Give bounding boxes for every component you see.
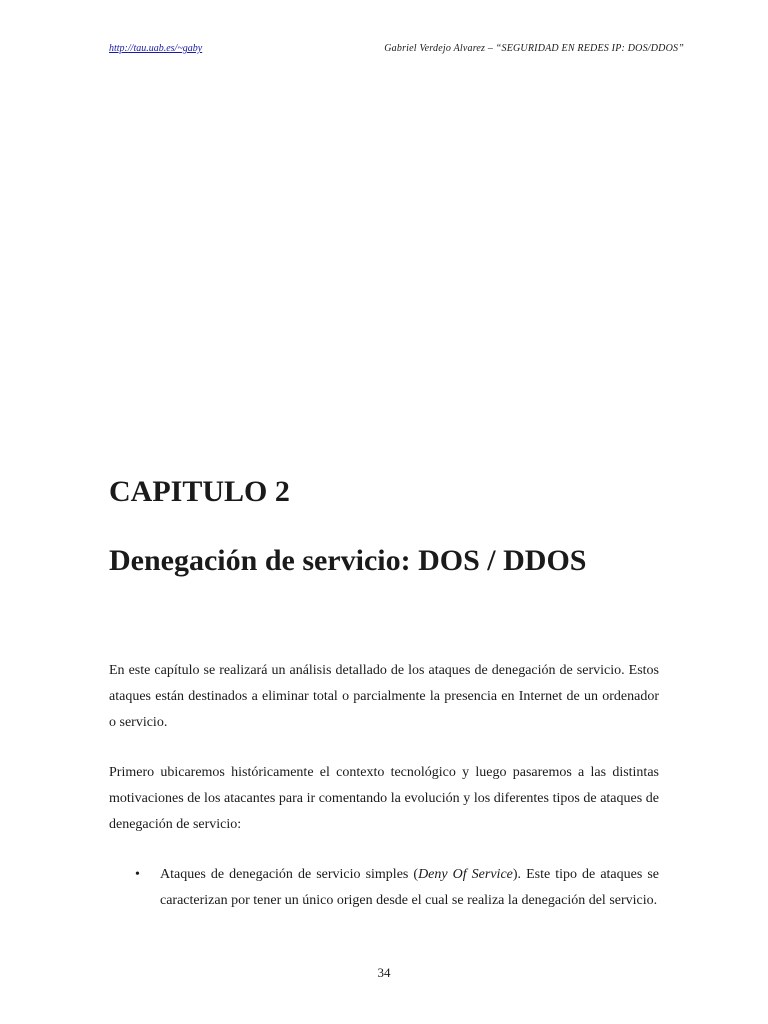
bullet-text-start: Ataques de denegación de servicio simples ( xyxy=(160,867,419,882)
header-document-title: Gabriel Verdejo Alvarez – “SEGURIDAD EN REDES IP: DOS/DDOS” xyxy=(384,43,684,54)
context-paragraph: Primero ubicaremos históricamente el contexto tecnológico y luego pasaremos a las distintas motivaciones de los atacantes para ir comentando la evolución y los diferentes tipos de ataques de denegación de servicio: xyxy=(109,765,659,832)
bullet-item-simple-dos xyxy=(160,862,659,914)
bullet-emphasis: Deny Of Service xyxy=(418,867,513,882)
page-number: 34 xyxy=(377,965,391,980)
bullet-marker: • xyxy=(135,867,140,882)
bullet-text-end: ). Este tipo de ataques se caracterizan por tener un único origen desde el cual se realiza la denegación del servicio. xyxy=(160,867,660,908)
intro-paragraph: En este capítulo se realizará un análisis detallado de los ataques de denegación de servicio. Estos ataques están destinados a eliminar total o parcialmente la presencia en Internet de un ordenador o servicio. xyxy=(109,663,659,730)
header-url-link[interactable]: http://tau.uab.es/~gaby xyxy=(109,43,203,54)
chapter-label: CAPITULO 2 xyxy=(109,475,290,508)
chapter-title: Denegación de servicio: DOS / DDOS xyxy=(109,544,587,577)
